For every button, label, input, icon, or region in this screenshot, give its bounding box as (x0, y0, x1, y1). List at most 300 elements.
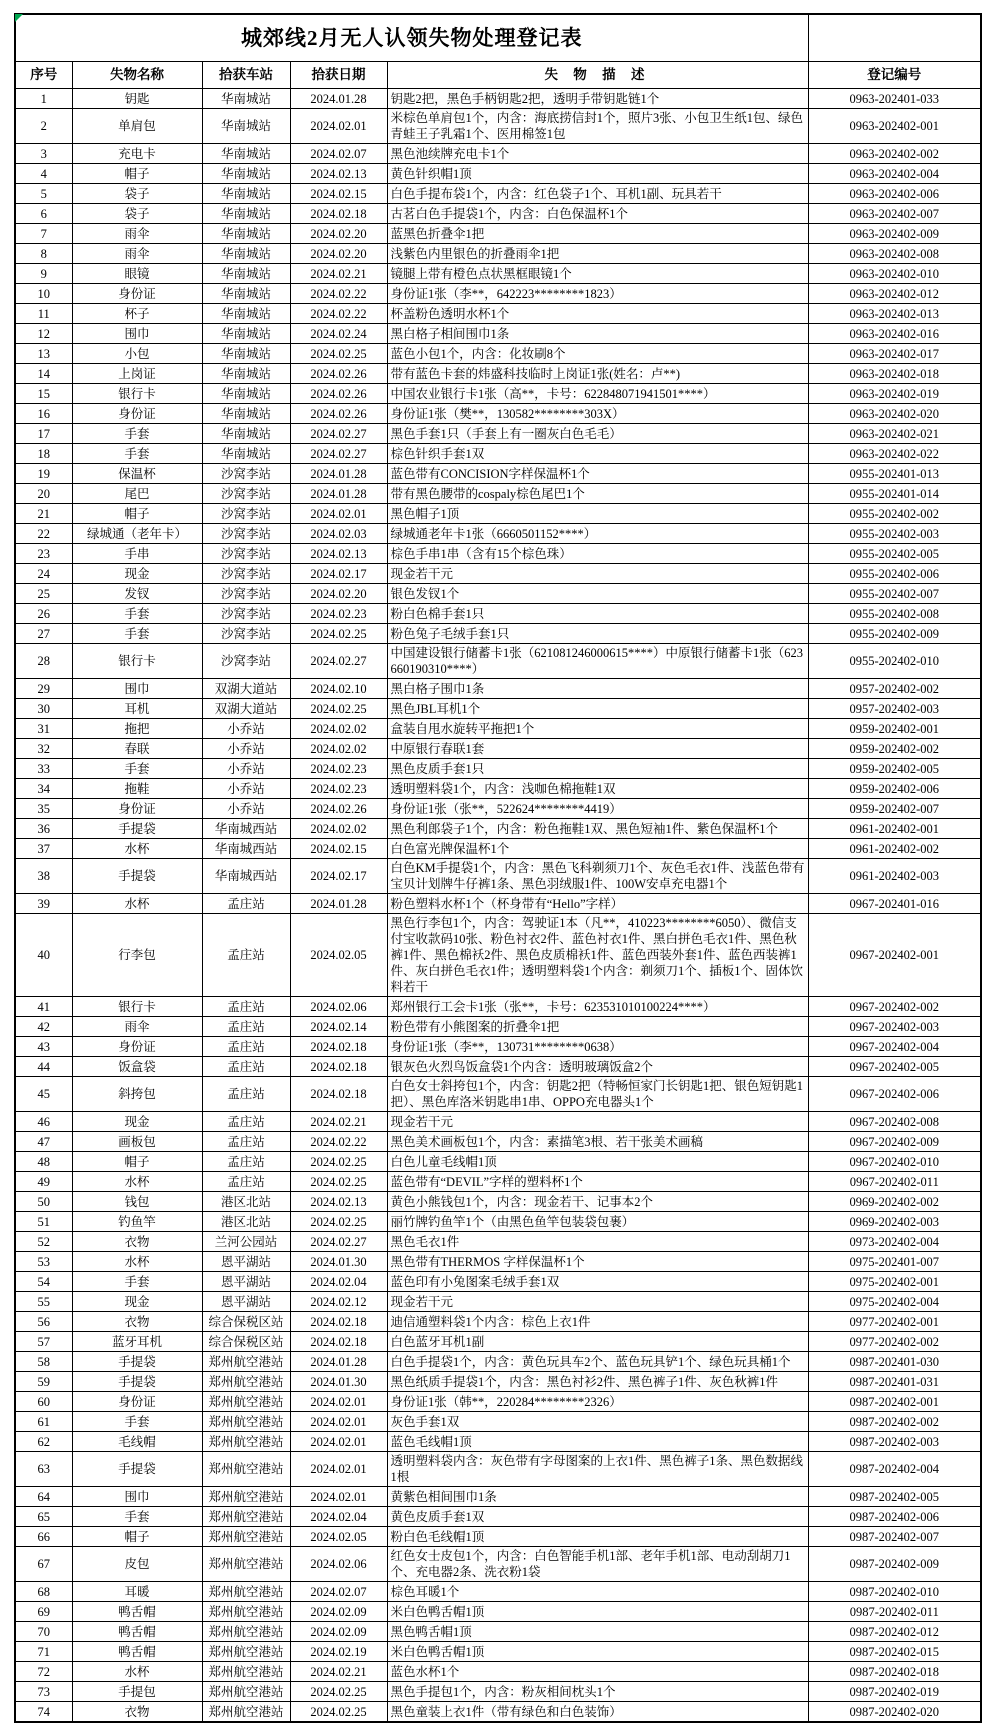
serial-cell[interactable]: 62 (15, 1432, 72, 1452)
serial-cell[interactable]: 14 (15, 364, 72, 384)
date-cell[interactable]: 2024.02.17 (290, 564, 387, 584)
item-name-cell[interactable]: 发钗 (72, 584, 202, 604)
serial-cell[interactable]: 45 (15, 1077, 72, 1112)
description-cell[interactable]: 身份证1张（李**，642223********1823） (387, 284, 808, 304)
registration-number-cell[interactable]: 0977-202402-001 (808, 1312, 981, 1332)
date-cell[interactable]: 2024.02.17 (290, 859, 387, 894)
station-cell[interactable]: 华南城站 (202, 164, 290, 184)
serial-cell[interactable]: 50 (15, 1192, 72, 1212)
registration-number-cell[interactable]: 0967-202401-016 (808, 894, 981, 914)
description-cell[interactable]: 透明塑料袋1个，内含：浅咖色棉拖鞋1双 (387, 779, 808, 799)
item-name-cell[interactable]: 眼镜 (72, 264, 202, 284)
description-cell[interactable]: 黑色利郎袋子1个，内含：粉色拖鞋1双、黑色短袖1件、紫色保温杯1个 (387, 819, 808, 839)
item-name-cell[interactable]: 小包 (72, 344, 202, 364)
description-cell[interactable]: 郑州银行工会卡1张（张**，卡号：623531010100224****） (387, 997, 808, 1017)
serial-cell[interactable]: 52 (15, 1232, 72, 1252)
registration-number-cell[interactable]: 0987-202402-010 (808, 1582, 981, 1602)
station-cell[interactable]: 小乔站 (202, 779, 290, 799)
item-name-cell[interactable]: 毛线帽 (72, 1432, 202, 1452)
item-name-cell[interactable]: 春联 (72, 739, 202, 759)
date-cell[interactable]: 2024.02.25 (290, 1152, 387, 1172)
date-cell[interactable]: 2024.02.25 (290, 1212, 387, 1232)
station-cell[interactable]: 郑州航空港站 (202, 1662, 290, 1682)
registration-number-cell[interactable]: 0963-202402-013 (808, 304, 981, 324)
registration-number-cell[interactable]: 0963-202402-009 (808, 224, 981, 244)
serial-cell[interactable]: 25 (15, 584, 72, 604)
item-name-cell[interactable]: 水杯 (72, 1252, 202, 1272)
date-cell[interactable]: 2024.02.25 (290, 699, 387, 719)
serial-cell[interactable]: 38 (15, 859, 72, 894)
date-cell[interactable]: 2024.02.05 (290, 914, 387, 997)
date-cell[interactable]: 2024.02.22 (290, 284, 387, 304)
serial-cell[interactable]: 46 (15, 1112, 72, 1132)
registration-number-cell[interactable]: 0967-202402-001 (808, 914, 981, 997)
description-cell[interactable]: 红色女士皮包1个，内含：白色智能手机1部、老年手机1部、电动刮胡刀1个、充电器2条、洗衣粉1袋 (387, 1547, 808, 1582)
serial-cell[interactable]: 13 (15, 344, 72, 364)
date-cell[interactable]: 2024.02.27 (290, 444, 387, 464)
description-cell[interactable]: 蓝色毛线帽1顶 (387, 1432, 808, 1452)
date-cell[interactable]: 2024.02.13 (290, 1192, 387, 1212)
station-cell[interactable]: 华南城西站 (202, 839, 290, 859)
registration-number-cell[interactable]: 0987-202402-015 (808, 1642, 981, 1662)
item-name-cell[interactable]: 钱包 (72, 1192, 202, 1212)
station-cell[interactable]: 小乔站 (202, 719, 290, 739)
serial-cell[interactable]: 36 (15, 819, 72, 839)
description-cell[interactable]: 棕色手串1串（含有15个棕色珠） (387, 544, 808, 564)
description-cell[interactable]: 米白色鸭舌帽1顶 (387, 1642, 808, 1662)
serial-cell[interactable]: 61 (15, 1412, 72, 1432)
registration-number-cell[interactable]: 0987-202402-001 (808, 1392, 981, 1412)
item-name-cell[interactable]: 手套 (72, 624, 202, 644)
station-cell[interactable]: 孟庄站 (202, 894, 290, 914)
column-header-serial[interactable]: 序号 (15, 62, 72, 89)
date-cell[interactable]: 2024.01.28 (290, 1352, 387, 1372)
description-cell[interactable]: 粉白色毛线帽1顶 (387, 1527, 808, 1547)
description-cell[interactable]: 白色手提布袋1个，内含：红色袋子1个、耳机1副、玩具若干 (387, 184, 808, 204)
date-cell[interactable]: 2024.02.01 (290, 504, 387, 524)
station-cell[interactable]: 郑州航空港站 (202, 1432, 290, 1452)
date-cell[interactable]: 2024.02.03 (290, 524, 387, 544)
serial-cell[interactable]: 17 (15, 424, 72, 444)
date-cell[interactable]: 2024.02.20 (290, 584, 387, 604)
description-cell[interactable]: 古茗白色手提袋1个，内含：白色保温杯1个 (387, 204, 808, 224)
date-cell[interactable]: 2024.02.20 (290, 224, 387, 244)
station-cell[interactable]: 兰河公园站 (202, 1232, 290, 1252)
item-name-cell[interactable]: 杯子 (72, 304, 202, 324)
registration-number-cell[interactable]: 0987-202402-019 (808, 1682, 981, 1702)
description-cell[interactable]: 现金若干元 (387, 1292, 808, 1312)
station-cell[interactable]: 郑州航空港站 (202, 1527, 290, 1547)
date-cell[interactable]: 2024.02.26 (290, 799, 387, 819)
item-name-cell[interactable]: 帽子 (72, 1527, 202, 1547)
date-cell[interactable]: 2024.02.04 (290, 1272, 387, 1292)
item-name-cell[interactable]: 手套 (72, 1412, 202, 1432)
station-cell[interactable]: 综合保税区站 (202, 1312, 290, 1332)
registration-number-cell[interactable]: 0963-202402-010 (808, 264, 981, 284)
serial-cell[interactable]: 5 (15, 184, 72, 204)
item-name-cell[interactable]: 保温杯 (72, 464, 202, 484)
serial-cell[interactable]: 23 (15, 544, 72, 564)
registration-number-cell[interactable]: 0957-202402-002 (808, 679, 981, 699)
registration-number-cell[interactable]: 0967-202402-006 (808, 1077, 981, 1112)
date-cell[interactable]: 2024.02.27 (290, 424, 387, 444)
station-cell[interactable]: 沙窝李站 (202, 564, 290, 584)
registration-number-cell[interactable]: 0955-202402-003 (808, 524, 981, 544)
registration-number-cell[interactable]: 0963-202401-033 (808, 89, 981, 109)
description-cell[interactable]: 白色儿童毛线帽1顶 (387, 1152, 808, 1172)
registration-number-cell[interactable]: 0967-202402-010 (808, 1152, 981, 1172)
item-name-cell[interactable]: 手套 (72, 604, 202, 624)
registration-number-cell[interactable]: 0967-202402-008 (808, 1112, 981, 1132)
station-cell[interactable]: 郑州航空港站 (202, 1642, 290, 1662)
date-cell[interactable]: 2024.02.15 (290, 184, 387, 204)
station-cell[interactable]: 沙窝李站 (202, 624, 290, 644)
station-cell[interactable]: 华南城站 (202, 444, 290, 464)
description-cell[interactable]: 黑白格子围巾1条 (387, 679, 808, 699)
serial-cell[interactable]: 44 (15, 1057, 72, 1077)
serial-cell[interactable]: 24 (15, 564, 72, 584)
station-cell[interactable]: 沙窝李站 (202, 464, 290, 484)
item-name-cell[interactable]: 袋子 (72, 184, 202, 204)
date-cell[interactable]: 2024.02.24 (290, 324, 387, 344)
description-cell[interactable]: 白色手提袋1个，内含：黄色玩具车2个、蓝色玩具铲1个、绿色玩具桶1个 (387, 1352, 808, 1372)
description-cell[interactable]: 浅紫色内里银色的折叠雨伞1把 (387, 244, 808, 264)
item-name-cell[interactable]: 手套 (72, 1272, 202, 1292)
item-name-cell[interactable]: 身份证 (72, 799, 202, 819)
item-name-cell[interactable]: 围巾 (72, 1487, 202, 1507)
registration-number-cell[interactable]: 0967-202402-003 (808, 1017, 981, 1037)
station-cell[interactable]: 郑州航空港站 (202, 1392, 290, 1412)
item-name-cell[interactable]: 现金 (72, 564, 202, 584)
registration-number-cell[interactable]: 0955-202402-009 (808, 624, 981, 644)
registration-number-cell[interactable]: 0959-202402-005 (808, 759, 981, 779)
serial-cell[interactable]: 48 (15, 1152, 72, 1172)
serial-cell[interactable]: 57 (15, 1332, 72, 1352)
date-cell[interactable]: 2024.02.26 (290, 384, 387, 404)
registration-number-cell[interactable]: 0967-202402-011 (808, 1172, 981, 1192)
serial-cell[interactable]: 72 (15, 1662, 72, 1682)
item-name-cell[interactable]: 画板包 (72, 1132, 202, 1152)
item-name-cell[interactable]: 衣物 (72, 1702, 202, 1723)
registration-number-cell[interactable]: 0987-202402-005 (808, 1487, 981, 1507)
description-cell[interactable]: 身份证1张（韩**，220284********2326） (387, 1392, 808, 1412)
registration-number-cell[interactable]: 0963-202402-019 (808, 384, 981, 404)
station-cell[interactable]: 郑州航空港站 (202, 1547, 290, 1582)
registration-number-cell[interactable]: 0975-202401-007 (808, 1252, 981, 1272)
serial-cell[interactable]: 53 (15, 1252, 72, 1272)
station-cell[interactable]: 小乔站 (202, 739, 290, 759)
date-cell[interactable]: 2024.02.01 (290, 1392, 387, 1412)
description-cell[interactable]: 银灰色火烈鸟饭盒袋1个内含：透明玻璃饭盒2个 (387, 1057, 808, 1077)
description-cell[interactable]: 棕色针织手套1双 (387, 444, 808, 464)
serial-cell[interactable]: 27 (15, 624, 72, 644)
date-cell[interactable]: 2024.02.18 (290, 1077, 387, 1112)
serial-cell[interactable]: 59 (15, 1372, 72, 1392)
station-cell[interactable]: 华南城站 (202, 324, 290, 344)
registration-number-cell[interactable]: 0963-202402-012 (808, 284, 981, 304)
item-name-cell[interactable]: 帽子 (72, 1152, 202, 1172)
station-cell[interactable]: 郑州航空港站 (202, 1352, 290, 1372)
station-cell[interactable]: 郑州航空港站 (202, 1582, 290, 1602)
station-cell[interactable]: 孟庄站 (202, 1152, 290, 1172)
serial-cell[interactable]: 30 (15, 699, 72, 719)
serial-cell[interactable]: 41 (15, 997, 72, 1017)
item-name-cell[interactable]: 衣物 (72, 1232, 202, 1252)
description-cell[interactable]: 黄色皮质手套1双 (387, 1507, 808, 1527)
station-cell[interactable]: 华南城站 (202, 184, 290, 204)
serial-cell[interactable]: 22 (15, 524, 72, 544)
item-name-cell[interactable]: 斜挎包 (72, 1077, 202, 1112)
station-cell[interactable]: 华南城站 (202, 284, 290, 304)
serial-cell[interactable]: 68 (15, 1582, 72, 1602)
description-cell[interactable]: 中国农业银行卡1张（高**，卡号：622848071941501****） (387, 384, 808, 404)
item-name-cell[interactable]: 手套 (72, 759, 202, 779)
date-cell[interactable]: 2024.02.09 (290, 1602, 387, 1622)
station-cell[interactable]: 孟庄站 (202, 1132, 290, 1152)
registration-number-cell[interactable]: 0955-202401-013 (808, 464, 981, 484)
item-name-cell[interactable]: 充电卡 (72, 144, 202, 164)
description-cell[interactable]: 绿城通老年卡1张（6660501152****） (387, 524, 808, 544)
item-name-cell[interactable]: 手提袋 (72, 1372, 202, 1392)
registration-number-cell[interactable]: 0987-202402-007 (808, 1527, 981, 1547)
registration-number-cell[interactable]: 0961-202402-003 (808, 859, 981, 894)
registration-number-cell[interactable]: 0987-202402-011 (808, 1602, 981, 1622)
station-cell[interactable]: 小乔站 (202, 799, 290, 819)
date-cell[interactable]: 2024.01.28 (290, 464, 387, 484)
item-name-cell[interactable]: 鸭舌帽 (72, 1642, 202, 1662)
station-cell[interactable]: 小乔站 (202, 759, 290, 779)
serial-cell[interactable]: 70 (15, 1622, 72, 1642)
description-cell[interactable]: 身份证1张（张**，522624********4419） (387, 799, 808, 819)
item-name-cell[interactable]: 尾巴 (72, 484, 202, 504)
date-cell[interactable]: 2024.02.05 (290, 1527, 387, 1547)
column-header-item-name[interactable]: 失物名称 (72, 62, 202, 89)
item-name-cell[interactable]: 手套 (72, 444, 202, 464)
station-cell[interactable]: 华南城站 (202, 204, 290, 224)
registration-number-cell[interactable]: 0961-202402-002 (808, 839, 981, 859)
serial-cell[interactable]: 6 (15, 204, 72, 224)
item-name-cell[interactable]: 帽子 (72, 504, 202, 524)
description-cell[interactable]: 黑色带有THERMOS 字样保温杯1个 (387, 1252, 808, 1272)
registration-number-cell[interactable]: 0987-202402-012 (808, 1622, 981, 1642)
registration-number-cell[interactable]: 0975-202402-004 (808, 1292, 981, 1312)
serial-cell[interactable]: 49 (15, 1172, 72, 1192)
registration-number-cell[interactable]: 0963-202402-021 (808, 424, 981, 444)
date-cell[interactable]: 2024.02.12 (290, 1292, 387, 1312)
station-cell[interactable]: 恩平湖站 (202, 1252, 290, 1272)
description-cell[interactable]: 粉白色棉手套1只 (387, 604, 808, 624)
date-cell[interactable]: 2024.02.25 (290, 1702, 387, 1723)
item-name-cell[interactable]: 钥匙 (72, 89, 202, 109)
registration-number-cell[interactable]: 0963-202402-002 (808, 144, 981, 164)
item-name-cell[interactable]: 银行卡 (72, 644, 202, 679)
description-cell[interactable]: 粉色塑料水杯1个（杯身带有“Hello”字样） (387, 894, 808, 914)
registration-number-cell[interactable]: 0987-202402-004 (808, 1452, 981, 1487)
description-cell[interactable]: 黑色毛衣1件 (387, 1232, 808, 1252)
station-cell[interactable]: 华南城站 (202, 304, 290, 324)
date-cell[interactable]: 2024.02.23 (290, 604, 387, 624)
serial-cell[interactable]: 8 (15, 244, 72, 264)
serial-cell[interactable]: 63 (15, 1452, 72, 1487)
serial-cell[interactable]: 26 (15, 604, 72, 624)
date-cell[interactable]: 2024.02.25 (290, 624, 387, 644)
serial-cell[interactable]: 28 (15, 644, 72, 679)
station-cell[interactable]: 孟庄站 (202, 1172, 290, 1192)
description-cell[interactable]: 米棕色单肩包1个，内含：海底捞信封1个，照片3张、小包卫生纸1包、绿色青蛙王子乳霜1个、医用棉签1包 (387, 109, 808, 144)
item-name-cell[interactable]: 围巾 (72, 324, 202, 344)
date-cell[interactable]: 2024.02.02 (290, 739, 387, 759)
station-cell[interactable]: 沙窝李站 (202, 524, 290, 544)
date-cell[interactable]: 2024.02.23 (290, 779, 387, 799)
station-cell[interactable]: 华南城站 (202, 224, 290, 244)
item-name-cell[interactable]: 饭盒袋 (72, 1057, 202, 1077)
serial-cell[interactable]: 35 (15, 799, 72, 819)
date-cell[interactable]: 2024.02.18 (290, 1057, 387, 1077)
item-name-cell[interactable]: 雨伞 (72, 224, 202, 244)
description-cell[interactable]: 粉色带有小熊图案的折叠伞1把 (387, 1017, 808, 1037)
item-name-cell[interactable]: 身份证 (72, 1037, 202, 1057)
description-cell[interactable]: 黑色手提包1个，内含：粉灰相间枕头1个 (387, 1682, 808, 1702)
description-cell[interactable]: 现金若干元 (387, 564, 808, 584)
item-name-cell[interactable]: 围巾 (72, 679, 202, 699)
date-cell[interactable]: 2024.02.01 (290, 1432, 387, 1452)
registration-number-cell[interactable]: 0955-202402-010 (808, 644, 981, 679)
item-name-cell[interactable]: 手套 (72, 1507, 202, 1527)
registration-number-cell[interactable]: 0963-202402-022 (808, 444, 981, 464)
date-cell[interactable]: 2024.02.02 (290, 719, 387, 739)
description-cell[interactable]: 中原银行春联1套 (387, 739, 808, 759)
date-cell[interactable]: 2024.02.25 (290, 1172, 387, 1192)
registration-number-cell[interactable]: 0963-202402-018 (808, 364, 981, 384)
registration-number-cell[interactable]: 0973-202402-004 (808, 1232, 981, 1252)
registration-number-cell[interactable]: 0957-202402-003 (808, 699, 981, 719)
date-cell[interactable]: 2024.02.02 (290, 819, 387, 839)
station-cell[interactable]: 郑州航空港站 (202, 1412, 290, 1432)
station-cell[interactable]: 郑州航空港站 (202, 1602, 290, 1622)
date-cell[interactable]: 2024.02.13 (290, 544, 387, 564)
description-cell[interactable]: 黑色纸质手提袋1个，内含：黑色衬衫2件、黑色裤子1件、灰色秋裤1件 (387, 1372, 808, 1392)
station-cell[interactable]: 综合保税区站 (202, 1332, 290, 1352)
item-name-cell[interactable]: 绿城通（老年卡） (72, 524, 202, 544)
serial-cell[interactable]: 16 (15, 404, 72, 424)
registration-number-cell[interactable]: 0959-202402-001 (808, 719, 981, 739)
description-cell[interactable]: 钥匙2把，黑色手柄钥匙2把，透明手带钥匙链1个 (387, 89, 808, 109)
description-cell[interactable]: 杯盖粉色透明水杯1个 (387, 304, 808, 324)
description-cell[interactable]: 黄紫色相间围巾1条 (387, 1487, 808, 1507)
item-name-cell[interactable]: 水杯 (72, 1662, 202, 1682)
station-cell[interactable]: 郑州航空港站 (202, 1487, 290, 1507)
date-cell[interactable]: 2024.01.28 (290, 484, 387, 504)
registration-number-cell[interactable]: 0977-202402-002 (808, 1332, 981, 1352)
description-cell[interactable]: 白色女士斜挎包1个，内含：钥匙2把（特畅恒家门长钥匙1把、银色短钥匙1把）、黑色库洛米钥匙串1串、OPPO充电器头1个 (387, 1077, 808, 1112)
station-cell[interactable]: 郑州航空港站 (202, 1682, 290, 1702)
station-cell[interactable]: 华南城站 (202, 344, 290, 364)
description-cell[interactable]: 黑色鸭舌帽1顶 (387, 1622, 808, 1642)
item-name-cell[interactable]: 银行卡 (72, 384, 202, 404)
date-cell[interactable]: 2024.02.09 (290, 1622, 387, 1642)
registration-number-cell[interactable]: 0959-202402-006 (808, 779, 981, 799)
description-cell[interactable]: 黄色针织帽1顶 (387, 164, 808, 184)
date-cell[interactable]: 2024.02.21 (290, 1662, 387, 1682)
station-cell[interactable]: 华南城站 (202, 109, 290, 144)
registration-number-cell[interactable]: 0955-202402-002 (808, 504, 981, 524)
item-name-cell[interactable]: 耳机 (72, 699, 202, 719)
date-cell[interactable]: 2024.02.01 (290, 1487, 387, 1507)
date-cell[interactable]: 2024.02.25 (290, 1682, 387, 1702)
registration-number-cell[interactable]: 0955-202402-006 (808, 564, 981, 584)
item-name-cell[interactable]: 拖把 (72, 719, 202, 739)
date-cell[interactable]: 2024.01.28 (290, 894, 387, 914)
description-cell[interactable]: 现金若干元 (387, 1112, 808, 1132)
date-cell[interactable]: 2024.02.07 (290, 1582, 387, 1602)
registration-number-cell[interactable]: 0967-202402-004 (808, 1037, 981, 1057)
serial-cell[interactable]: 20 (15, 484, 72, 504)
station-cell[interactable]: 华南城西站 (202, 819, 290, 839)
item-name-cell[interactable]: 皮包 (72, 1547, 202, 1582)
title-row-empty-cell[interactable] (808, 14, 981, 62)
serial-cell[interactable]: 29 (15, 679, 72, 699)
date-cell[interactable]: 2024.02.23 (290, 759, 387, 779)
registration-number-cell[interactable]: 0967-202402-002 (808, 997, 981, 1017)
item-name-cell[interactable]: 雨伞 (72, 1017, 202, 1037)
date-cell[interactable]: 2024.01.28 (290, 89, 387, 109)
registration-number-cell[interactable]: 0955-202402-007 (808, 584, 981, 604)
serial-cell[interactable]: 9 (15, 264, 72, 284)
serial-cell[interactable]: 12 (15, 324, 72, 344)
serial-cell[interactable]: 18 (15, 444, 72, 464)
date-cell[interactable]: 2024.02.26 (290, 364, 387, 384)
description-cell[interactable]: 蓝色带有“DEVIL”字样的塑料杯1个 (387, 1172, 808, 1192)
serial-cell[interactable]: 66 (15, 1527, 72, 1547)
column-header-station[interactable]: 拾获车站 (202, 62, 290, 89)
registration-number-cell[interactable]: 0955-202402-005 (808, 544, 981, 564)
registration-number-cell[interactable]: 0963-202402-004 (808, 164, 981, 184)
serial-cell[interactable]: 7 (15, 224, 72, 244)
station-cell[interactable]: 华南城站 (202, 264, 290, 284)
item-name-cell[interactable]: 身份证 (72, 284, 202, 304)
station-cell[interactable]: 港区北站 (202, 1192, 290, 1212)
date-cell[interactable]: 2024.02.14 (290, 1017, 387, 1037)
item-name-cell[interactable]: 衣物 (72, 1312, 202, 1332)
item-name-cell[interactable]: 手提袋 (72, 859, 202, 894)
registration-number-cell[interactable]: 0987-202401-030 (808, 1352, 981, 1372)
station-cell[interactable]: 恩平湖站 (202, 1292, 290, 1312)
item-name-cell[interactable]: 蓝牙耳机 (72, 1332, 202, 1352)
description-cell[interactable]: 米白色鸭舌帽1顶 (387, 1602, 808, 1622)
station-cell[interactable]: 郑州航空港站 (202, 1452, 290, 1487)
station-cell[interactable]: 沙窝李站 (202, 584, 290, 604)
station-cell[interactable]: 郑州航空港站 (202, 1372, 290, 1392)
serial-cell[interactable]: 65 (15, 1507, 72, 1527)
description-cell[interactable]: 身份证1张（樊**，130582********303X） (387, 404, 808, 424)
station-cell[interactable]: 双湖大道站 (202, 699, 290, 719)
serial-cell[interactable]: 74 (15, 1702, 72, 1723)
item-name-cell[interactable]: 帽子 (72, 164, 202, 184)
description-cell[interactable]: 黑白格子相间围巾1条 (387, 324, 808, 344)
station-cell[interactable]: 双湖大道站 (202, 679, 290, 699)
station-cell[interactable]: 沙窝李站 (202, 544, 290, 564)
registration-number-cell[interactable]: 0987-202402-009 (808, 1547, 981, 1582)
item-name-cell[interactable]: 手提袋 (72, 819, 202, 839)
serial-cell[interactable]: 47 (15, 1132, 72, 1152)
item-name-cell[interactable]: 手提袋 (72, 1352, 202, 1372)
serial-cell[interactable]: 31 (15, 719, 72, 739)
item-name-cell[interactable]: 手套 (72, 424, 202, 444)
station-cell[interactable]: 孟庄站 (202, 1017, 290, 1037)
description-cell[interactable]: 银色发钗1个 (387, 584, 808, 604)
station-cell[interactable]: 华南城站 (202, 384, 290, 404)
date-cell[interactable]: 2024.02.25 (290, 344, 387, 364)
